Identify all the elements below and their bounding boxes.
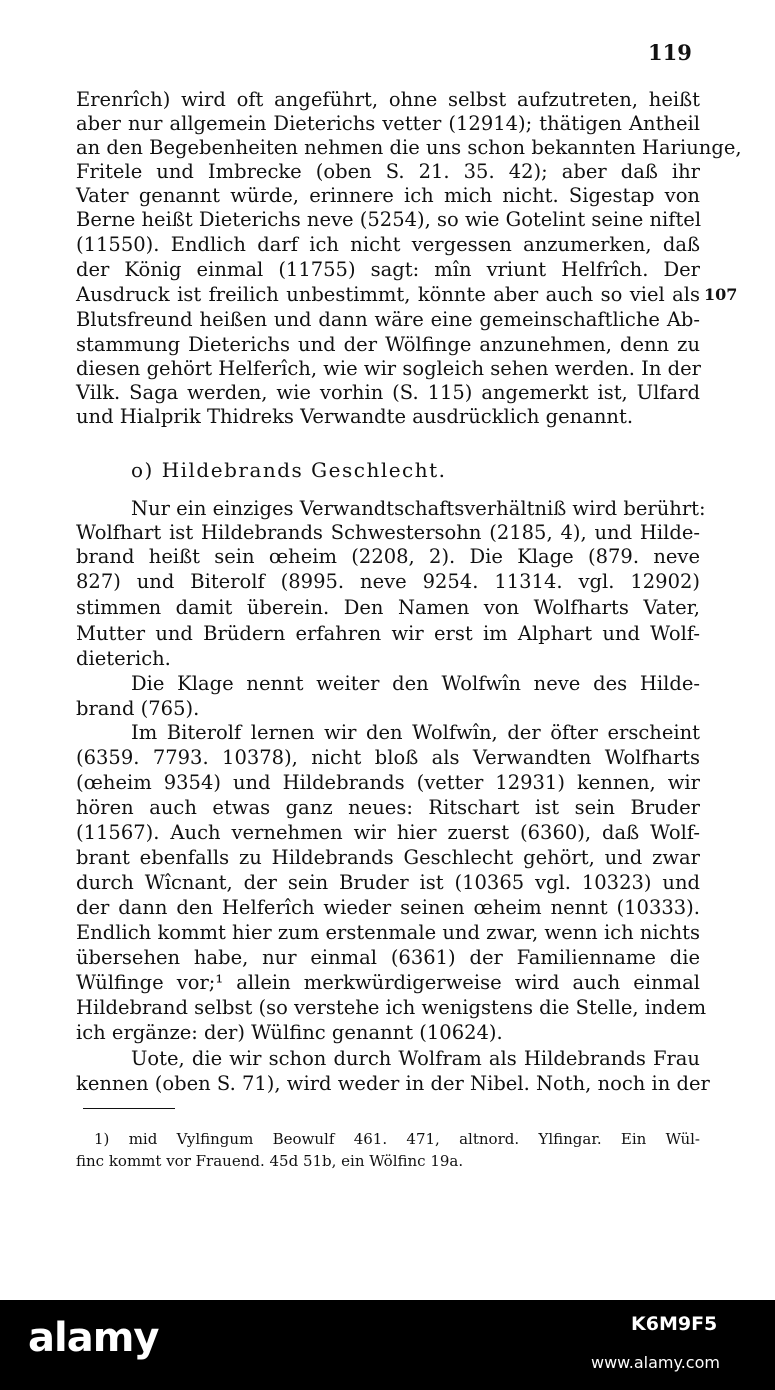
body-line: Blutsfreund heißen und dann wäre eine gemeinschaftliche Ab-: [76, 308, 700, 331]
footnote-divider: [83, 1108, 175, 1109]
body-line: Uote, die wir schon durch Wolfram als Hildebrands Frau: [131, 1047, 700, 1070]
body-line: 827) und Biterolf (8995. neve 9254. 11314. vgl. 12902): [76, 570, 700, 593]
body-line: (œheim 9354) und Hildebrands (vetter 12931) kennen, wir: [76, 771, 700, 794]
body-line: der König einmal (11755) sagt: mîn vriunt Helfrîch. Der: [76, 258, 700, 281]
body-line: brand heißt sein œheim (2208, 2). Die Klage (879. neve: [76, 545, 700, 568]
image-id: K6M9F5: [631, 1313, 718, 1335]
body-line: an den Begebenheiten nehmen die uns schon bekannten Hariunge,: [76, 136, 742, 159]
body-line: stimmen damit überein. Den Namen von Wolfharts Vater,: [76, 596, 700, 619]
body-line: ich ergänze: der) Wülfinc genannt (10624).: [76, 1021, 503, 1044]
body-line: Hildebrand selbst (so verstehe ich wenigstens die Stelle, indem: [76, 996, 707, 1019]
body-line: Im Biterolf lernen wir den Wolfwîn, der öfter erscheint: [131, 721, 700, 744]
body-line: Vater genannt würde, erinnere ich mich nicht. Sigestap von: [76, 184, 700, 207]
body-line: kennen (oben S. 71), wird weder in der Nibel. Noth, noch in der: [76, 1072, 710, 1095]
body-line: durch Wîcnant, der sein Bruder ist (10365 vgl. 10323) und: [76, 871, 700, 894]
page-number: 119: [648, 40, 692, 65]
body-line: (11567). Auch vernehmen wir hier zuerst (6360), daß Wolf-: [76, 821, 700, 844]
body-line: Berne heißt Dieterichs neve (5254), so wie Gotelint seine niftel: [76, 208, 702, 231]
body-line: brand (765).: [76, 697, 200, 720]
body-line: Fritele und Imbrecke (oben S. 21. 35. 42); aber daß ihr: [76, 160, 700, 183]
body-line: Mutter und Brüdern erfahren wir erst im Alphart und Wolf-: [76, 622, 700, 645]
footnote-line: 1) mid Vylfingum Beowulf 461. 471, altnord. Ylfingar. Ein Wül-: [94, 1130, 700, 1148]
body-line: (11550). Endlich darf ich nicht vergessen anzumerken, daß: [76, 233, 700, 256]
body-line: Endlich kommt hier zum erstenmale und zwar, wenn ich nichts: [76, 921, 700, 944]
body-line: (6359. 7793. 10378), nicht bloß als Verwandten Wolfharts: [76, 746, 700, 769]
body-line: übersehen habe, nur einmal (6361) der Familienname die: [76, 946, 700, 969]
site-url: www.alamy.com: [591, 1353, 720, 1372]
body-line: diesen gehört Helferîch, wie wir sogleich sehen werden. In der: [76, 357, 701, 380]
body-line: Wülfinge vor;¹ allein merkwürdigerweise wird auch einmal: [76, 971, 700, 994]
footnote-line: finc kommt vor Frauend. 45d 51b, ein Wölfinc 19a.: [76, 1152, 464, 1170]
body-line: stammung Dieterichs und der Wölfinge anzunehmen, denn zu: [76, 333, 700, 356]
section-heading: o) Hildebrands Geschlecht.: [131, 458, 447, 482]
body-line: Vilk. Saga werden, wie vorhin (S. 115) angemerkt ist, Ulfard: [76, 381, 700, 404]
margin-reference-number: 107: [704, 285, 738, 304]
body-line: brant ebenfalls zu Hildebrands Geschlecht gehört, und zwar: [76, 846, 700, 869]
body-line: dieterich.: [76, 647, 171, 670]
body-line: aber nur allgemein Dieterichs vetter (12914); thätigen Antheil: [76, 112, 700, 135]
body-line: Wolfhart ist Hildebrands Schwestersohn (2185, 4), und Hilde-: [76, 521, 700, 544]
body-line: Ausdruck ist freilich unbestimmt, könnte aber auch so viel als: [76, 283, 700, 306]
watermark-logo: alamy: [28, 1315, 159, 1361]
body-line: Die Klage nennt weiter den Wolfwîn neve des Hilde-: [131, 672, 700, 695]
body-line: der dann den Helferîch wieder seinen œheim nennt (10333).: [76, 896, 700, 919]
body-line: hören auch etwas ganz neues: Ritschart ist sein Bruder: [76, 796, 700, 819]
body-line: Nur ein einziges Verwandtschaftsverhältniß wird berührt:: [131, 497, 706, 520]
body-line: und Hialprik Thidreks Verwandte ausdrücklich genannt.: [76, 405, 634, 428]
body-line: Erenrîch) wird oft angeführt, ohne selbst aufzutreten, heißt: [76, 88, 700, 111]
